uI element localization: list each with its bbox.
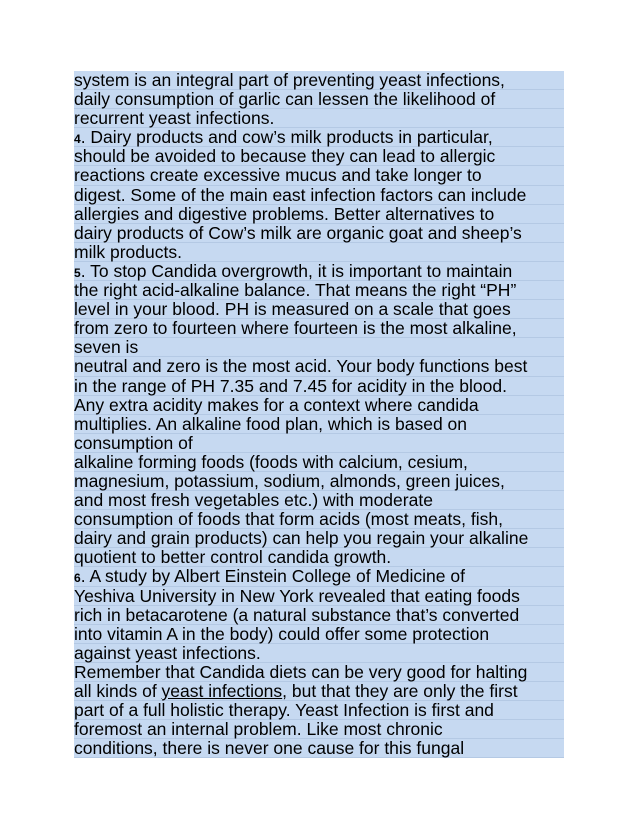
text-line: against yeast infections. <box>74 644 564 663</box>
list-item-text: . To stop Candida overgrowth, it is important to maintain <box>80 260 513 281</box>
list-number: 4 <box>74 132 81 147</box>
line-text-before-link: all kinds of <box>74 681 162 701</box>
text-line: seven is <box>74 338 564 357</box>
text-line: from zero to fourteen where fourteen is the most alkaline, <box>74 319 564 338</box>
text-line: system is an integral part of preventing yeast infections, <box>74 71 564 90</box>
text-line: conditions, there is never one cause for this fungal <box>74 739 564 758</box>
text-line: magnesium, potassium, sodium, almonds, green juices, <box>74 472 564 491</box>
text-line: milk products. <box>74 243 564 262</box>
text-line: the right acid-alkaline balance. That means the right “PH” <box>74 281 564 300</box>
text-line: in the range of PH 7.35 and 7.45 for acidity in the blood. <box>74 377 564 396</box>
text-line: foremost an internal problem. Like most chronic <box>74 720 564 739</box>
line-text-after-link: , but that they are only the first <box>282 681 518 701</box>
text-line <box>74 682 564 701</box>
text-line: digest. Some of the main east infection factors can include <box>74 186 564 205</box>
list-number: 5 <box>74 265 81 280</box>
text-line: and most fresh vegetables etc.) with moderate <box>74 491 564 510</box>
text-line: Remember that Candida diets can be very good for halting <box>74 663 564 682</box>
text-line: level in your blood. PH is measured on a scale that goes <box>74 300 564 319</box>
text-line: quotient to better control candida growth. <box>74 548 564 567</box>
text-line: consumption of foods that form acids (most meats, fish, <box>74 510 564 529</box>
list-item-text: . Dairy products and cow’s milk products in particular, <box>80 127 493 148</box>
text-line <box>74 262 564 281</box>
text-line: consumption of <box>74 434 564 453</box>
text-line: part of a full holistic therapy. Yeast Infection is first and <box>74 701 564 720</box>
list-number: 6 <box>74 571 81 586</box>
text-line: into vitamin A in the body) could offer some protection <box>74 625 564 644</box>
text-line: rich in betacarotene (a natural substance that’s converted <box>74 606 564 625</box>
text-line: recurrent yeast infections. <box>74 109 564 128</box>
yeast-infections-link[interactable]: yeast infections <box>161 681 283 701</box>
text-line: Any extra acidity makes for a context where candida <box>74 396 564 415</box>
text-line: alkaline forming foods (foods with calcium, cesium, <box>74 453 564 472</box>
document-text-block <box>74 71 564 758</box>
text-line: dairy and grain products) can help you regain your alkaline <box>74 529 564 548</box>
text-line: daily consumption of garlic can lessen the likelihood of <box>74 90 564 109</box>
text-line: should be avoided to because they can lead to allergic <box>74 147 564 166</box>
list-item-text: . A study by Albert Einstein College of Medicine of <box>80 566 465 587</box>
text-line <box>74 567 564 586</box>
text-line: multiplies. An alkaline food plan, which is based on <box>74 415 564 434</box>
text-line: neutral and zero is the most acid. Your body functions best <box>74 357 564 376</box>
text-line: allergies and digestive problems. Better alternatives to <box>74 205 564 224</box>
text-line: dairy products of Cow’s milk are organic goat and sheep’s <box>74 224 564 243</box>
text-line <box>74 128 564 147</box>
text-line: reactions create excessive mucus and take longer to <box>74 166 564 185</box>
text-line: Yeshiva University in New York revealed that eating foods <box>74 587 564 606</box>
